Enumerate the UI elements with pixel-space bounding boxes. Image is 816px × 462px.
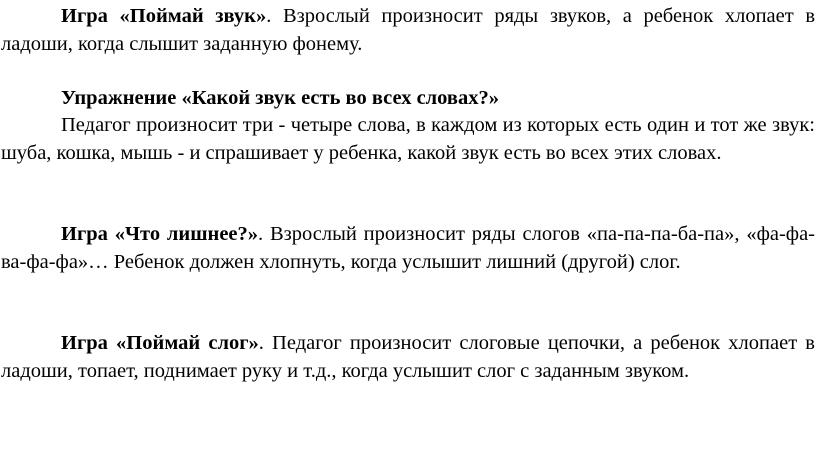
title-punctuation: . xyxy=(258,223,264,245)
title-punctuation: . xyxy=(266,5,272,27)
paragraph-text: Взрослый произносит ряды слогов «па-па-па-ба-па», «фа-фа-ва-фа-фа»… Ребенок должен хлопнуть, когда услышит лишний (другой) слог. xyxy=(1,223,815,273)
paragraph-text: Педагог произносит три - четыре слова, в каждом из которых есть один и тот же звук: шуба, кошка, мышь - и спрашивает у ребенка, какой звук есть во всех этих словах. xyxy=(1,114,815,164)
game-title-odd-one-out: Игра «Что лишнее?» xyxy=(61,223,259,245)
paragraph-game-catch-syllable xyxy=(1,330,815,385)
game-title-catch-sound: Игра «Поймай звук» xyxy=(61,5,267,27)
paragraph-exercise-which-sound xyxy=(1,112,815,167)
paragraph-text: Педагог произносит слоговые цепочки, а ребенок хлопает в ладоши, топает, поднимает руку и т.д., когда услышит слог с заданным звуком. xyxy=(1,332,815,382)
title-punctuation: . xyxy=(258,332,264,354)
game-title-catch-syllable: Игра «Поймай слог» xyxy=(61,332,259,354)
paragraph-text: Взрослый произносит ряды звуков, а ребенок хлопает в ладоши, когда слышит заданную фонему. xyxy=(1,5,816,55)
exercise-heading-which-sound: Упражнение «Какой звук есть во всех словах?» xyxy=(61,87,499,109)
paragraph-game-catch-sound xyxy=(1,3,815,58)
paragraph-game-odd-one-out xyxy=(1,221,815,276)
